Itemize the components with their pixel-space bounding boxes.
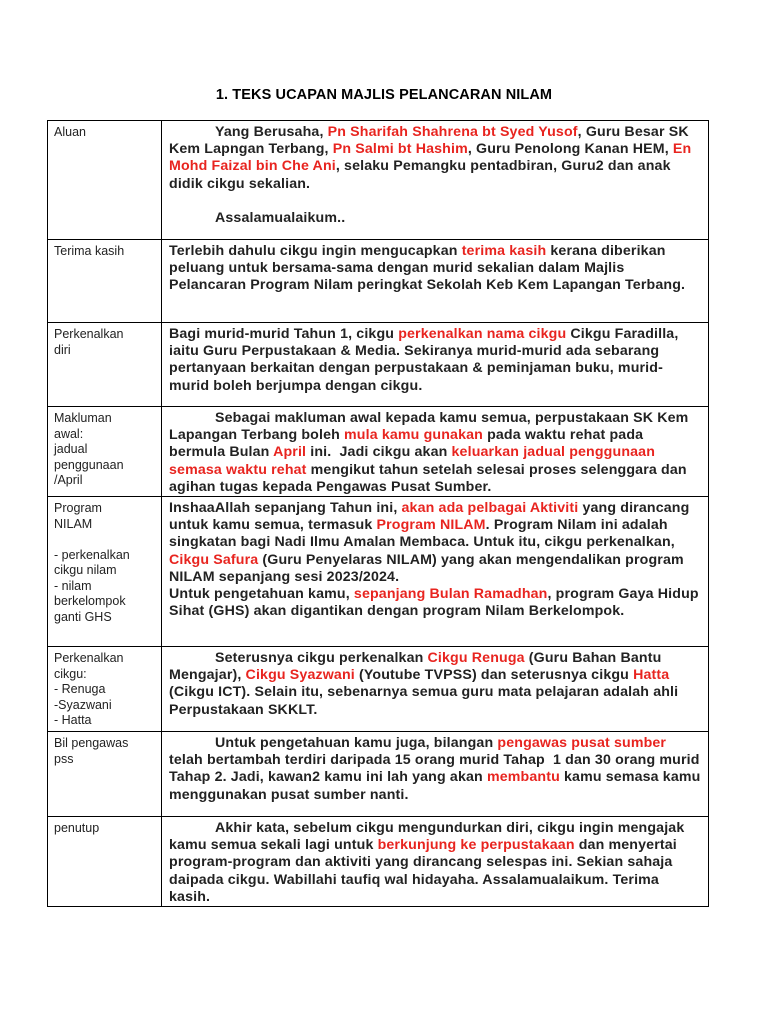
highlighted-text: mula kamu gunakan xyxy=(344,427,483,444)
row-label: Bil pengawas pss xyxy=(48,732,162,817)
highlighted-text: akan ada pelbagai Aktiviti xyxy=(401,500,579,517)
text-segment: , selaku Pemangku pentadbiran, Guru2 dan anak didik cikgu sekalian. xyxy=(169,158,675,192)
text-segment: (Guru Penyelaras NILAM) yang akan mengendalikan program NILAM sepanjang sesi 2023/2024. xyxy=(169,551,688,585)
text-segment: ini. Jadi cikgu akan xyxy=(306,444,452,461)
text-segment: . Program Nilam ini adalah singkatan bagi Nadi Ilmu Amalan Membaca. Untuk itu, cikgu perkenalkan, xyxy=(169,517,679,551)
text-segment: Terlebih dahulu cikgu ingin mengucapkan xyxy=(169,243,462,259)
paragraph xyxy=(169,650,701,719)
row-label: Terima kasih xyxy=(48,240,162,323)
speech-table-body xyxy=(48,121,709,907)
text-segment: Assalamualaikum.. xyxy=(215,209,346,226)
highlighted-text: berkunjung ke perpustakaan xyxy=(377,837,575,854)
row-content xyxy=(162,240,709,323)
highlighted-text: pengawas pusat sumber xyxy=(497,735,667,752)
document-title: 1. TEKS UCAPAN MAJLIS PELANCARAN NILAM xyxy=(215,87,553,103)
paragraph xyxy=(169,586,701,620)
text-segment: Untuk pengetahuan kamu, xyxy=(169,586,354,603)
text-segment: telah bertambah terdiri daripada 15 orang murid Tahap 1 dan 30 orang murid Tahap 2. Jadi, kawan2 kamu ini lah yang akan xyxy=(169,735,704,786)
row-content xyxy=(162,497,709,647)
text-segment: Sebagai makluman awal kepada kamu semua, perpustakaan SK Kem Lapangan Terbang boleh xyxy=(169,410,693,444)
text-segment: Cikgu Faradilla, iaitu Guru Perpustakaan & Media. Sekiranya murid-murid ada sebarang pertanyaan berkaitan dengan perpustakaan & peminjaman buku, murid-murid boleh berjumpa dengan cikgu. xyxy=(169,326,683,394)
text-segment: mengikut tahun setelah selesai proses selenggara dan agihan tugas kepada Pengawas Pusat Sumber. xyxy=(169,461,691,495)
paragraph-gap xyxy=(169,193,701,210)
text-segment: Akhir kata, sebelum cikgu mengundurkan diri, cikgu ingin mengajak kamu semua sekali lagi untuk xyxy=(169,820,689,854)
highlighted-text: Pn Salmi bt Hashim xyxy=(332,141,468,158)
highlighted-text: keluarkan jadual penggunaan semasa waktu rehat xyxy=(169,444,660,478)
text-segment: Yang Berusaha, xyxy=(215,124,328,140)
speech-row xyxy=(48,407,709,497)
speech-row xyxy=(48,240,709,323)
speech-row xyxy=(48,497,709,647)
highlighted-text: sepanjang Bulan Ramadhan xyxy=(353,586,548,603)
row-label: Perkenalkan cikgu: - Renuga -Syazwani - Hatta xyxy=(48,647,162,732)
row-content xyxy=(162,121,709,240)
text-segment: (Cikgu ICT). Selain itu, sebenarnya semua guru mata pelajaran adalah ahli Perpustakaan SKKLT. xyxy=(169,667,683,718)
text-segment: dan menyertai program-program dan aktiviti yang dirancang selespas ini. Sekian sahaja daipada cikgu. Wabillahi taufiq wal hidayaha. Assalamualaikum. Terima kasih. xyxy=(169,837,681,905)
paragraph xyxy=(169,210,701,227)
speech-row xyxy=(48,323,709,407)
paragraph xyxy=(169,500,701,586)
text-segment: kerana diberikan peluang untuk bersama-sama dengan murid sekalian dalam Majlis Pelancaran Program Nilam peringkat Sekolah Keb Kem Lapangan Terbang. xyxy=(169,243,686,294)
highlighted-text: Hatta xyxy=(633,667,670,684)
highlighted-text: Pn Sharifah Shahrena bt Syed Yusof xyxy=(327,124,578,140)
highlighted-text: En Mohd Faizal bin Che Ani xyxy=(169,141,696,175)
paragraph xyxy=(169,735,705,804)
row-content xyxy=(162,732,709,817)
text-segment: , Guru Penolong Kanan HEM, xyxy=(467,141,673,158)
paragraph xyxy=(169,410,701,496)
speech-row xyxy=(48,647,709,732)
speech-row xyxy=(48,732,709,817)
highlighted-text: Program NILAM xyxy=(376,517,486,534)
text-segment: , program Gaya Hidup Sihat (GHS) akan digantikan dengan program Nilam Berkelompok. xyxy=(169,586,703,620)
highlighted-text: Cikgu Safura xyxy=(169,551,259,568)
text-segment: yang dirancang untuk kamu semua, termasuk xyxy=(169,500,694,534)
speech-row xyxy=(48,817,709,907)
row-content xyxy=(162,323,709,407)
paragraph xyxy=(169,326,701,395)
text-segment: (Youtube TVPSS) dan seterusnya cikgu xyxy=(354,667,634,684)
paragraph xyxy=(169,124,701,193)
highlighted-text: Cikgu Syazwani xyxy=(245,667,355,684)
row-label: Aluan xyxy=(48,121,162,240)
highlighted-text: April xyxy=(273,444,307,461)
paragraph xyxy=(169,243,701,295)
paragraph xyxy=(169,820,701,906)
row-label: Program NILAM - perkenalkan cikgu nilam - nilam berkelompok ganti GHS xyxy=(48,497,162,647)
highlighted-text: membantu xyxy=(486,769,560,786)
text-segment: Untuk pengetahuan kamu juga, bilangan xyxy=(215,735,498,752)
row-content xyxy=(162,817,709,907)
text-segment: kamu semasa kamu menggunakan pusat sumber nanti. xyxy=(169,769,705,803)
text-segment: pada waktu rehat pada bermula Bulan xyxy=(169,427,648,461)
speech-row xyxy=(48,121,709,240)
text-segment: (Guru Bahan Bantu Mengajar), xyxy=(169,650,666,684)
highlighted-text: perkenalkan nama cikgu xyxy=(398,326,567,342)
row-content xyxy=(162,647,709,732)
text-segment: , Guru Besar SK Kem Lapngan Terbang, xyxy=(169,124,693,158)
row-content xyxy=(162,407,709,497)
text-segment: InshaaAllah sepanjang Tahun ini, xyxy=(169,500,402,517)
text-segment: Bagi murid-murid Tahun 1, cikgu xyxy=(169,326,399,342)
row-label: penutup xyxy=(48,817,162,907)
row-label: Makluman awal: jadual penggunaan /April xyxy=(48,407,162,497)
speech-table xyxy=(47,120,709,907)
text-segment: Seterusnya cikgu perkenalkan xyxy=(215,650,428,667)
highlighted-text: terima kasih xyxy=(461,243,547,259)
highlighted-text: Cikgu Renuga xyxy=(427,650,525,667)
row-label: Perkenalkan diri xyxy=(48,323,162,407)
